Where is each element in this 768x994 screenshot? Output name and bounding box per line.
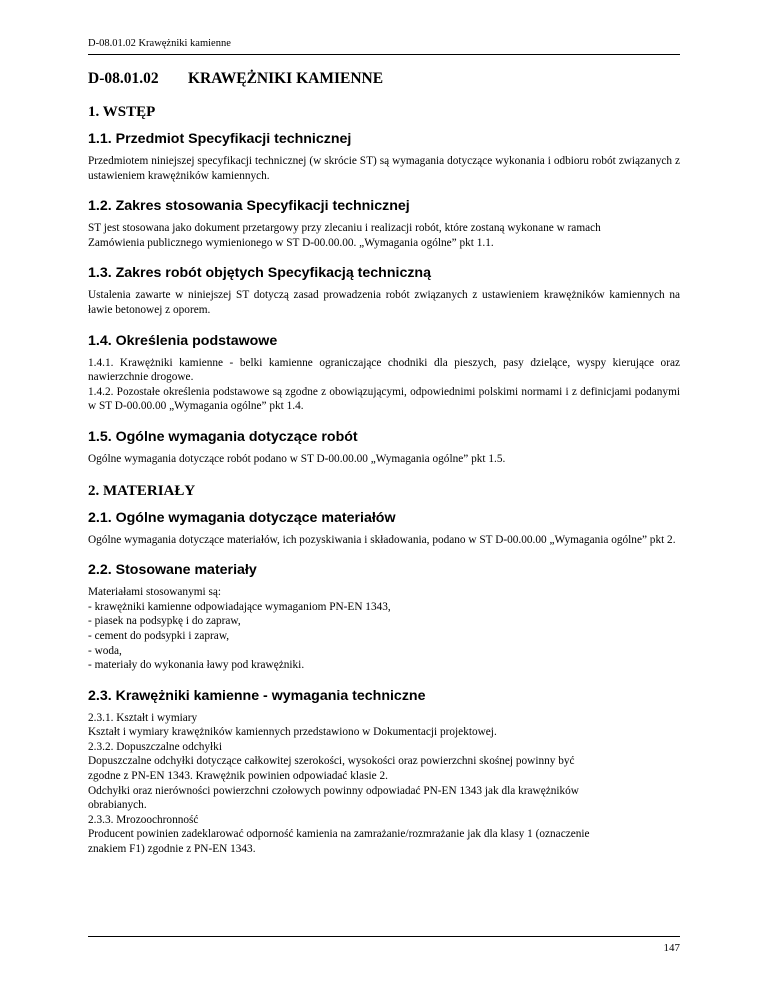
section-1-5-heading: 1.5. Ogólne wymagania dotyczące robót — [88, 428, 358, 445]
footer-divider — [88, 936, 680, 937]
section-1-2-text — [88, 221, 680, 250]
list-item: - krawężniki kamienne odpowiadające wymaganiom PN-EN 1343, — [88, 600, 391, 613]
document-name: KRAWĘŻNIKI KAMIENNE — [188, 70, 384, 87]
list-item: - woda, — [88, 644, 122, 657]
running-header: D-08.01.02 Krawężniki kamienne — [88, 38, 231, 49]
section-1-4-heading: 1.4. Określenia podstawowe — [88, 332, 278, 349]
section-2-1-heading: 2.1. Ogólne wymagania dotyczące materiałów — [88, 509, 396, 526]
text-line: Dopuszczalne odchyłki dotyczące całkowitej szerokości, wysokości oraz powierzchni skośnej powinny być — [88, 755, 575, 768]
text-line: Odchyłki oraz nierówności powierzchni czołowych powinny odpowiadać PN-EN 1343 jak dla krawężników — [88, 784, 579, 797]
section-1-3-text: Ustalenia zawarte w niniejszej ST dotyczą zasad prowadzenia robót związanych z ustawieniem krawężników kamiennych na ławie betonowej z oporem. — [88, 289, 680, 316]
section-1-heading: 1. WSTĘP — [88, 104, 156, 120]
page-number: 147 — [663, 942, 680, 954]
section-1-2-heading: 1.2. Zakres stosowania Specyfikacji technicznej — [88, 198, 410, 215]
section-2-1-text: Ogólne wymagania dotyczące materiałów, ich pozyskiwania i składowania, podano w ST D-00.00.00 „Wymagania ogólne” pkt 2. — [88, 533, 676, 546]
text-line: Zamówienia publicznego wymienionego w ST D-00.00.00. „Wymagania ogólne” pkt 1.1. — [88, 236, 494, 249]
list-item: - piasek na podsypkę i do zapraw, — [88, 615, 241, 628]
section-2-2-heading: 2.2. Stosowane materiały — [88, 562, 257, 579]
text-line: obrabianych. — [88, 799, 147, 812]
text-line: 2.3.3. Mrozoochronność — [88, 813, 199, 826]
text-line: znakiem F1) zgodnie z PN-EN 1343. — [88, 843, 256, 856]
section-1-1-text: Przedmiotem niniejszej specyfikacji technicznej (w skrócie ST) są wymagania dotyczące wykonania i odbioru robót związanych z ustawieniem krawężników kamiennych. — [88, 155, 680, 182]
document-title — [88, 70, 680, 88]
section-1-5-text: Ogólne wymagania dotyczące robót podano w ST D-00.00.00 „Wymagania ogólne” pkt 1.5. — [88, 452, 506, 465]
document-body — [88, 64, 680, 857]
text-line: zgodne z PN-EN 1343. Krawężnik powinien odpowiadać klasie 2. — [88, 770, 388, 783]
list-item: - cement do podsypki i zapraw, — [88, 629, 230, 642]
list-item: Materiałami stosowanymi są: — [88, 586, 222, 599]
section-1-4-2-text: 1.4.2. Pozostałe określenia podstawowe są zgodne z obowiązującymi, odpowiednimi polskimi normami i z definicjami podanymi w ST D-00.00.00 „Wymagania ogólne” pkt 1.4. — [88, 385, 680, 413]
section-2-3-heading: 2.3. Krawężniki kamienne - wymagania techniczne — [88, 687, 426, 704]
section-2-heading: 2. MATERIAŁY — [88, 482, 196, 499]
section-2-3-text — [88, 711, 680, 857]
materials-list — [88, 585, 680, 673]
text-line: Kształt i wymiary krawężników kamiennych przedstawiono w Dokumentacji projektowej. — [88, 726, 497, 739]
text-line: ST jest stosowana jako dokument przetargowy przy zlecaniu i realizacji robót, które zostaną wykonane w ramach — [88, 222, 601, 235]
section-1-1-heading: 1.1. Przedmiot Specyfikacji technicznej — [88, 131, 352, 147]
text-line: Producent powinien zadeklarować odporność kamienia na zamrażanie/rozmrażanie jak dla klasy 1 (oznaczenie — [88, 828, 590, 841]
text-line: 2.3.2. Dopuszczalne odchyłki — [88, 740, 222, 753]
section-1-3-heading: 1.3. Zakres robót objętych Specyfikacją techniczną — [88, 265, 431, 282]
section-1-4-1-text: 1.4.1. Krawężniki kamienne - belki kamienne ograniczające chodniki dla pieszych, pasy dzielące, wyspy kierujące oraz nawierzchnie drogowe. — [88, 356, 680, 384]
list-item: - materiały do wykonania ławy pod krawężniki. — [88, 659, 305, 672]
header-divider — [88, 54, 680, 55]
text-line: 2.3.1. Kształt i wymiary — [88, 711, 198, 724]
document-code: D-08.01.02 — [88, 70, 159, 87]
